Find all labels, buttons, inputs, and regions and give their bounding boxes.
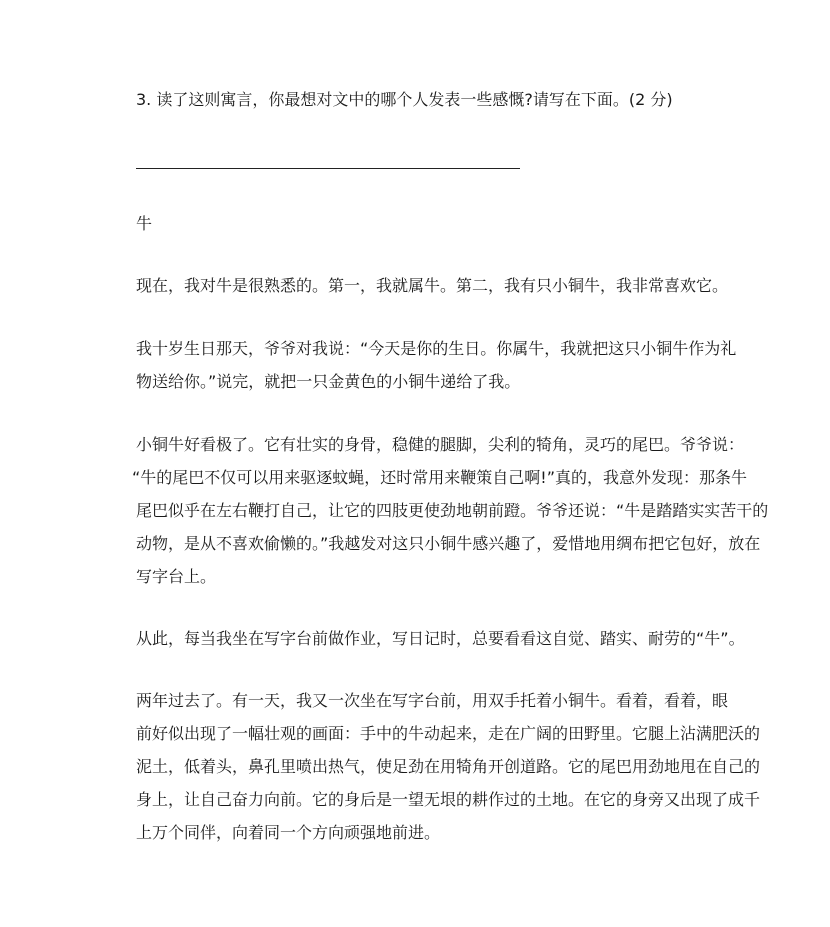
paragraph-line: 物送给你。”说完，就把一只金黄色的小铜牛递给了我。: [136, 372, 521, 391]
paragraph-line: 我十岁生日那天，爷爷对我说：“今天是你的生日。你属牛，我就把这只小铜牛作为礼: [136, 339, 737, 358]
essay-paragraph-3: [132, 428, 769, 593]
essay-title: 牛: [136, 214, 153, 233]
question-text: 3. 读了这则寓言，你最想对文中的哪个人发表一些感慨?请写在下面。(2 分): [136, 90, 673, 109]
paragraph-line: 泥土，低着头，鼻孔里喷出热气，使足劲在用犄角开创道路。它的尾巴用劲地甩在自己的: [136, 757, 761, 776]
paragraph-line: 尾巴似乎在左右鞭打自己，让它的四肢更使劲地朝前蹬。爷爷还说：“牛是踏踏实实苦干的: [136, 501, 769, 520]
paragraph-line: 前好似出现了一幅壮观的画面：手中的牛动起来，走在广阔的田野里。它腿上沾满肥沃的: [136, 724, 761, 743]
paragraph-line: 动物，是从不喜欢偷懒的。”我越发对这只小铜牛感兴趣了，爱惜地用绸布把它包好，放在: [136, 534, 761, 553]
essay-paragraph-2: [136, 332, 737, 398]
paragraph-line: 现在，我对牛是很熟悉的。第一，我就属牛。第二，我有只小铜牛，我非常喜欢它。: [136, 276, 729, 295]
paragraph-line: “牛的尾巴不仅可以用来驱逐蚊蝇，还时常用来鞭策自己啊!”真的，我意外发现：那条牛: [132, 468, 747, 487]
paragraph-line: 身上，让自己奋力向前。它的身后是一望无垠的耕作过的土地。在它的身旁又出现了成千: [136, 790, 761, 809]
paragraph-line: 两年过去了。有一天，我又一次坐在写字台前，用双手托着小铜牛。看着，看着，眼: [136, 691, 729, 710]
paragraph-line: 上万个同伴，向着同一个方向顽强地前进。: [136, 823, 441, 842]
answer-blank-line: [136, 168, 520, 169]
paragraph-line: 从此，每当我坐在写字台前做作业，写日记时，总要看看这自觉、踏实、耐劳的“牛”。: [136, 629, 745, 648]
paragraph-line: 小铜牛好看极了。它有壮实的身骨，稳健的腿脚，尖利的犄角，灵巧的尾巴。爷爷说：: [136, 435, 745, 454]
paragraph-line: 写字台上。: [136, 567, 217, 586]
essay-paragraph-1: [136, 269, 728, 302]
essay-paragraph-5: [136, 684, 761, 849]
essay-paragraph-4: [136, 622, 745, 655]
